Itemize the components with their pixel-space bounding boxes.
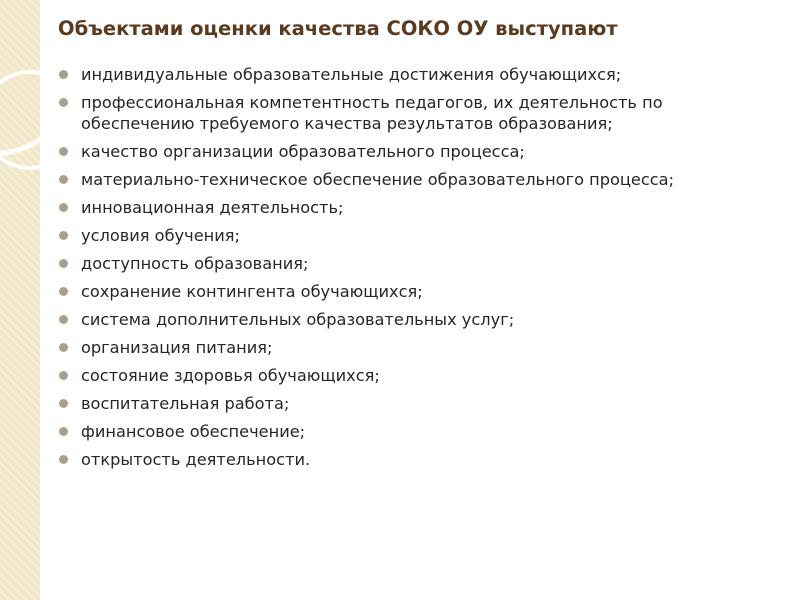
- list-item-text: воспитательная работа;: [81, 394, 290, 413]
- list-item: [57, 64, 767, 85]
- list-item: [57, 197, 767, 218]
- list-item: [57, 92, 767, 134]
- list-item-text: профессиональная компетентность педагогов, их деятельность по обеспечению требуемого качества результатов образования;: [81, 93, 663, 133]
- list-item-text: индивидуальные образовательные достижения обучающихся;: [81, 65, 622, 84]
- list-item: [57, 141, 767, 162]
- bullet-icon: [59, 70, 68, 79]
- bullet-icon: [59, 371, 68, 380]
- list-item-text: открытость деятельности.: [81, 450, 311, 469]
- bullet-icon: [59, 175, 68, 184]
- list-item: [57, 253, 767, 274]
- bullet-icon: [59, 287, 68, 296]
- list-item: [57, 225, 767, 246]
- bullet-icon: [59, 98, 68, 107]
- list-item-text: состояние здоровья обучающихся;: [81, 366, 380, 385]
- bullet-icon: [59, 315, 68, 324]
- list-item: [57, 449, 767, 470]
- slide-title: Объектами оценки качества СОКО ОУ выступают: [58, 17, 618, 40]
- bullet-icon: [59, 147, 68, 156]
- list-item-text: инновационная деятельность;: [81, 198, 344, 217]
- list-item-text: организация питания;: [81, 338, 273, 357]
- bullet-icon: [59, 203, 68, 212]
- bullet-icon: [59, 231, 68, 240]
- list-item-text: материально-техническое обеспечение образовательного процесса;: [81, 170, 675, 189]
- criteria-list: [57, 64, 767, 477]
- bullet-icon: [59, 455, 68, 464]
- list-item: [57, 365, 767, 386]
- list-item: [57, 393, 767, 414]
- list-item: [57, 281, 767, 302]
- bullet-icon: [59, 259, 68, 268]
- list-item-text: качество организации образовательного процесса;: [81, 142, 525, 161]
- list-item: [57, 337, 767, 358]
- list-item: [57, 169, 767, 190]
- list-item-text: доступность образования;: [81, 254, 309, 273]
- bullet-icon: [59, 427, 68, 436]
- bullet-icon: [59, 399, 68, 408]
- list-item: [57, 421, 767, 442]
- list-item-text: финансовое обеспечение;: [81, 422, 306, 441]
- list-item-text: сохранение контингента обучающихся;: [81, 282, 423, 301]
- list-item-text: система дополнительных образовательных услуг;: [81, 310, 515, 329]
- bullet-icon: [59, 343, 68, 352]
- list-item: [57, 309, 767, 330]
- list-item-text: условия обучения;: [81, 226, 240, 245]
